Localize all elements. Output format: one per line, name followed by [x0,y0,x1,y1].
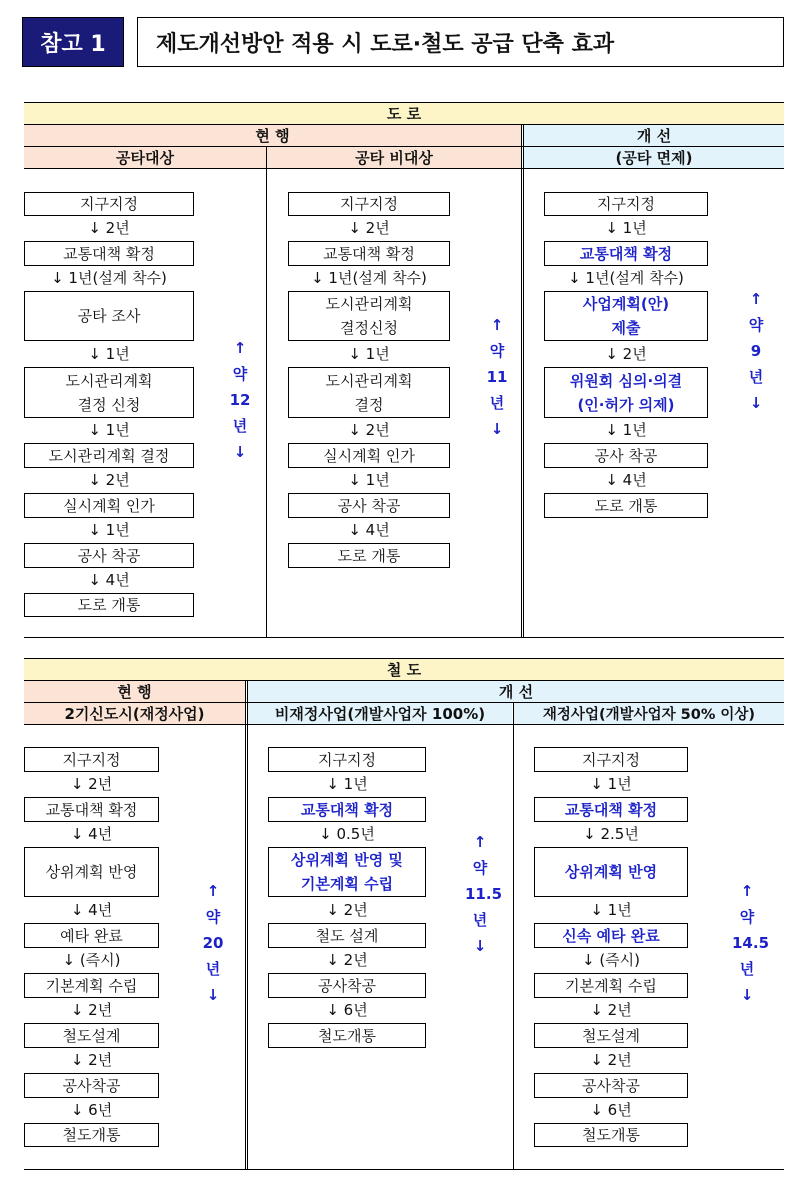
flow-box: 교통대책 확정 [24,241,194,266]
duration-arrow: ↓ 2년 [590,1051,632,1069]
duration-arrow: ↓ 2년 [88,219,130,237]
flow-box: 실시계획 인가 [24,493,194,518]
duration-arrow: ↓ 4년 [88,571,130,589]
total-duration-label: ↑ 약 20 년 ↓ [202,882,224,1004]
duration-arrow: ↓ 1년 [605,219,647,237]
flow-box: 공사착공 [534,1073,688,1098]
flow-box-highlighted: 교통대책 확정 [534,797,688,822]
total-duration-label: ↑ 약 14.5 년 ↓ [732,882,770,1004]
flow-box: 도시관리계획 결정 [24,443,194,468]
duration-arrow: ↓ 4년 [70,901,113,919]
page-title: 제도개선방안 적용 시 도로·철도 공급 단축 효과 [137,17,784,67]
flow-box: 지구지정 [534,747,688,772]
duration-arrow: ↓ 2년 [88,471,130,489]
duration-arrow: ↓ 4년 [70,825,113,843]
reference-badge: 참고 1 [22,17,124,67]
rail-col2-subheader: 비재정사업(개발사업자 100%) [248,703,512,724]
duration-arrow: ↓ 1년(설계 착수) [51,269,167,287]
total-duration-label: ↑ 약 11 년 ↓ [486,316,508,438]
flow-box: 지구지정 [24,747,159,772]
flow-box: 지구지정 [24,192,194,216]
duration-arrow: ↓ 1년 [348,345,390,363]
duration-arrow: ↓ 2.5년 [583,825,639,843]
duration-arrow: ↓ 1년 [88,521,130,539]
duration-arrow: ↓ 2년 [326,951,368,969]
total-duration-label: ↑ 약 11.5 년 ↓ [465,833,503,955]
duration-arrow: ↓ 2년 [326,901,368,919]
duration-arrow: ↓ 2년 [590,1001,632,1019]
flow-box-highlighted: 위원회 심의·의결 (인·허가 의제) [544,367,708,418]
duration-arrow: ↓ 2년 [348,421,390,439]
flow-box: 공타 조사 [24,291,194,341]
flow-box-highlighted: 신속 예타 완료 [534,923,688,948]
duration-arrow: ↓ 1년 [326,775,368,793]
flow-box: 철도개통 [534,1123,688,1147]
road-col2-subheader: 공타 비대상 [267,147,521,168]
flow-box: 상위계획 반영 [24,847,159,897]
duration-arrow: ↓ 2년 [605,345,647,363]
flow-box-highlighted: 교통대책 확정 [544,241,708,266]
duration-arrow: ↓ 6년 [70,1101,113,1119]
flow-box: 철도설계 [534,1023,688,1048]
flow-box: 실시계획 인가 [288,443,450,468]
flow-box: 교통대책 확정 [24,797,159,822]
road-improved-header: 개 선 [524,125,784,146]
flow-box: 예타 완료 [24,923,159,948]
rail-section-header: 철 도 [24,659,784,680]
duration-arrow: ↓ (즉시) [581,951,641,969]
flow-box: 공사착공 [24,1073,159,1098]
flow-box-highlighted: 사업계획(안) 제출 [544,291,708,341]
road-section-header: 도 로 [24,103,784,124]
rail-improved-header: 개 선 [248,681,784,702]
duration-arrow: ↓ 1년(설계 착수) [311,269,427,287]
total-duration-label: ↑ 약 9 년 ↓ [748,290,764,412]
flow-box: 도시관리계획 결정신청 [288,291,450,341]
duration-arrow: ↓ 1년 [348,471,390,489]
duration-arrow: ↓ 4년 [348,521,390,539]
rail-current-header: 현 행 [24,681,245,702]
flow-box: 도로 개통 [24,593,194,617]
flow-box: 공사 착공 [24,543,194,568]
duration-arrow: ↓ 1년(설계 착수) [568,269,684,287]
flow-box: 도시관리계획 결정 [288,367,450,418]
duration-arrow: ↓ 0.5년 [319,825,375,843]
column-divider [245,681,248,1169]
road-col1-subheader: 공타대상 [24,147,266,168]
flow-box: 지구지정 [544,192,708,216]
duration-arrow: ↓ 1년 [88,421,130,439]
flow-box: 기본계획 수립 [24,973,159,998]
flow-box: 도로 개통 [288,543,450,568]
duration-arrow: ↓ 2년 [348,219,390,237]
duration-arrow: ↓ 2년 [70,1001,113,1019]
flow-box: 지구지정 [268,747,426,772]
flow-box: 도시관리계획 결정 신청 [24,367,194,418]
flow-box: 철도개통 [24,1123,159,1147]
duration-arrow: ↓ 1년 [88,345,130,363]
divider [24,637,784,638]
flow-box: 철도설계 [24,1023,159,1048]
column-divider [513,703,514,1169]
flow-box: 공사 착공 [544,443,708,468]
flow-box: 공사착공 [268,973,426,998]
flow-box: 지구지정 [288,192,450,216]
total-duration-label: ↑ 약 12 년 ↓ [229,339,251,461]
divider [24,724,784,725]
duration-arrow: ↓ 6년 [590,1101,632,1119]
duration-arrow: ↓ (즉시) [62,951,121,969]
duration-arrow: ↓ 2년 [70,775,113,793]
flow-box: 철도 설계 [268,923,426,948]
flow-box-highlighted: 교통대책 확정 [268,797,426,822]
duration-arrow: ↓ 2년 [70,1051,113,1069]
flow-box: 교통대책 확정 [288,241,450,266]
flow-box: 기본계획 수립 [534,973,688,998]
flow-box: 공사 착공 [288,493,450,518]
duration-arrow: ↓ 1년 [605,421,647,439]
divider [24,1169,784,1170]
column-divider [521,125,524,637]
duration-arrow: ↓ 4년 [605,471,647,489]
road-col3-subheader: (공타 면제) [524,147,784,168]
flow-box: 도로 개통 [544,493,708,518]
flow-box-highlighted: 상위계획 반영 [534,847,688,897]
flow-box: 철도개통 [268,1023,426,1048]
rail-col3-subheader: 재정사업(개발사업자 50% 이상) [514,703,784,724]
duration-arrow: ↓ 6년 [326,1001,368,1019]
road-current-header: 현 행 [24,125,521,146]
divider [24,168,784,169]
rail-col1-subheader: 2기신도시(재정사업) [24,703,245,724]
duration-arrow: ↓ 1년 [590,775,632,793]
flow-box-highlighted: 상위계획 반영 및 기본계획 수립 [268,847,426,897]
duration-arrow: ↓ 1년 [590,901,632,919]
column-divider [266,147,267,637]
